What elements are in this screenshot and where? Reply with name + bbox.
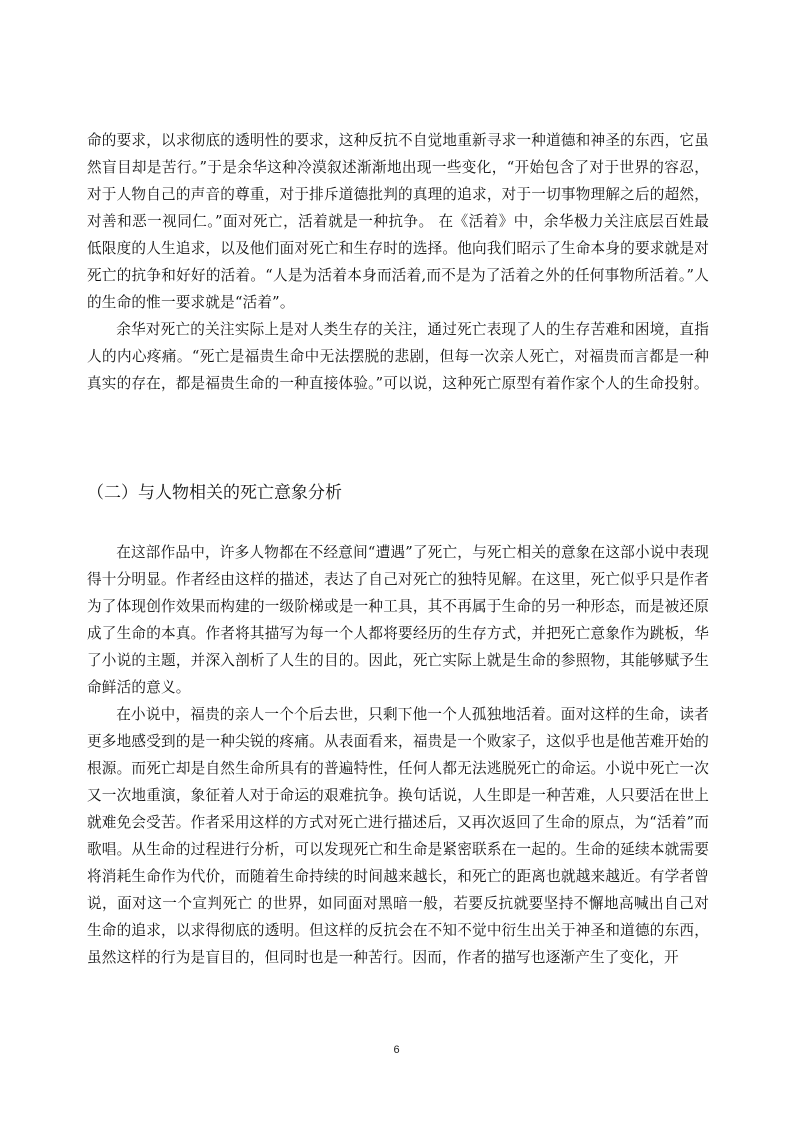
paragraph: 余华对死亡的关注实际上是对人类生存的关注，通过死亡表现了人的生存苦难和困境，直指人的内心疼痛。“死亡是福贵生命中无法摆脱的悲剧，但每一次亲人死亡，对福贵而言都是一种真实的存在，都是福贵生命的一种直接体验。”可以说，这种死亡原型有着作家个人的生命投射。 — [87, 321, 709, 392]
section-heading: （二）与人物相关的死亡意象分析 — [87, 483, 342, 503]
paragraph-continuation: 命的要求，以求彻底的透明性的要求，这种反抗不自觉地重新寻求一种道德和神圣的东西，它虽然盲目却是苦行。”于是余华这种冷漠叙述渐渐地出现一些变化，“开始包含了对于世界的容忍，对于人物自己的声音的尊重，对于排斥道德批判的真理的追求，对于一切事物理解之后的超然，对善和恶一视同仁。”面对死亡，活着就是一种抗争。 在《活着》中，余华极力关注底层百姓最低限度的人生追求，以及他们面对死亡和生存时的选择。他向我们昭示了生命本身的要求就是对死亡的抗争和好好的活着。“人是为活着本身而活着,而不是为了活着之外的任何事物所活着。”人的生命的惟一要求就是“活着”。 — [87, 132, 709, 311]
page-number: 6 — [393, 1044, 400, 1056]
paragraph: 在小说中，福贵的亲人一个个后去世，只剩下他一个人孤独地活着。面对这样的生命，读者更多地感受到的是一种尖锐的疼痛。从表面看来，福贵是一个败家子，这似乎也是他苦难开始的根源。而死亡却是自然生命所具有的普遍特性，任何人都无法逃脱死亡的命运。小说中死亡一次又一次地重演，象征着人对于命运的艰难抗争。换句话说，人生即是一种苦难，人只要活在世上就难免会受苦。作者采用这样的方式对死亡进行描述后，又再次返回了生命的原点，为“活着”而歌唱。从生命的过程进行分析，可以发现死亡和生命是紧密联系在一起的。生命的延续本就需要将消耗生命作为代价，而随着生命持续的时间越来越长，和死亡的距离也就越来越近。有学者曾说，面对这一个宣判死亡 的世界，如同面对黑暗一般，若要反抗就要坚持不懈地高喊出自己对生命的追求，以求得彻底的透明。但这样的反抗会在不知不觉中衍生出关于神圣和道德的东西，虽然这样的行为是盲目的，但同时也是一种苦行。因而，作者的描写也逐渐产生了变化，开 — [87, 706, 709, 966]
paragraph: 在这部作品中，许多人物都在不经意间“遭遇”了死亡，与死亡相关的意象在这部小说中表现得十分明显。作者经由这样的描述，表达了自己对死亡的独特见解。在这里，死亡似乎只是作者为了体现创作效果而构建的一级阶梯或是一种工具，其不再属于生命的另一种形态，而是被还原成了生命的本真。作者将其描写为每一个人都将要经历的生存方式，并把死亡意象作为跳板，华了小说的主题，并深入剖析了人生的目的。因此，死亡实际上就是生命的参照物，其能够赋予生命鲜活的意义。 — [87, 544, 709, 696]
body-text-bottom — [87, 539, 709, 971]
body-text-top — [87, 127, 709, 397]
